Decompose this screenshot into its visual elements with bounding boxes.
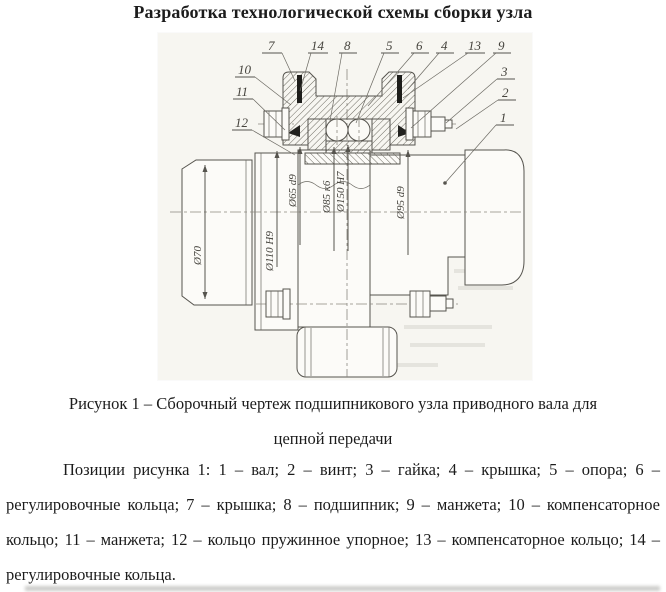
svg-text:14: 14 [311,38,324,53]
svg-text:13: 13 [468,38,481,53]
upper-bolt-right [406,108,452,140]
svg-text:4: 4 [441,38,448,53]
svg-text:Ø70: Ø70 [192,246,204,265]
svg-text:1: 1 [500,110,507,125]
svg-text:12: 12 [235,115,248,130]
assembly-drawing [158,33,532,380]
svg-text:Ø65 d9: Ø65 d9 [287,174,299,207]
svg-text:5: 5 [386,38,393,53]
callout-9 [411,38,511,128]
svg-text:10: 10 [238,62,251,77]
svg-text:9: 9 [498,38,505,53]
figure-caption-line1: Рисунок 1 – Сборочный чертеж подшипникового узла приводного вала для [68,394,598,413]
bearing-section [305,116,400,164]
lower-bolt-left [266,289,290,319]
svg-text:Ø95 d9: Ø95 d9 [395,186,407,219]
svg-text:11: 11 [236,84,249,99]
adjust-rings-left [297,75,302,103]
svg-text:8: 8 [344,38,351,53]
shaft-section-band [305,153,400,164]
svg-text:7: 7 [268,38,275,53]
adjust-rings-right [397,75,402,103]
shaft-left-cylinder [182,160,252,305]
shaft-right-section [465,150,524,285]
callout-4 [408,38,454,89]
figure-caption [0,386,666,456]
svg-text:Ø110 H9: Ø110 H9 [264,231,276,271]
svg-text:3: 3 [501,64,508,79]
svg-text:Ø150 H7: Ø150 H7 [335,171,347,212]
svg-text:Ø85 к6: Ø85 к6 [321,180,333,213]
svg-text:6: 6 [416,38,423,53]
upper-bolt-left [264,108,289,140]
svg-text:2: 2 [502,85,509,100]
positions-paragraph: Позиции рисунка 1: 1 – вал; 2 – винт; 3 – гайка; 4 – крышка; 5 – опора; 6 – регулировочные кольца; 7 – крышка; 8 – подшипник; 9 – манжета; 10 – компенсаторное кольцо; 11 – манжета; 12 – кольцо пружинное упорное; 13 – компенсаторное кольцо; 14 – регулировочные кольца. [6,460,660,584]
figure-image [158,33,532,380]
figure-caption-line2: цепной передачи [273,429,393,448]
page-title: Разработка технологической схемы сборки узла [133,2,533,22]
next-line-ghost [25,586,660,591]
